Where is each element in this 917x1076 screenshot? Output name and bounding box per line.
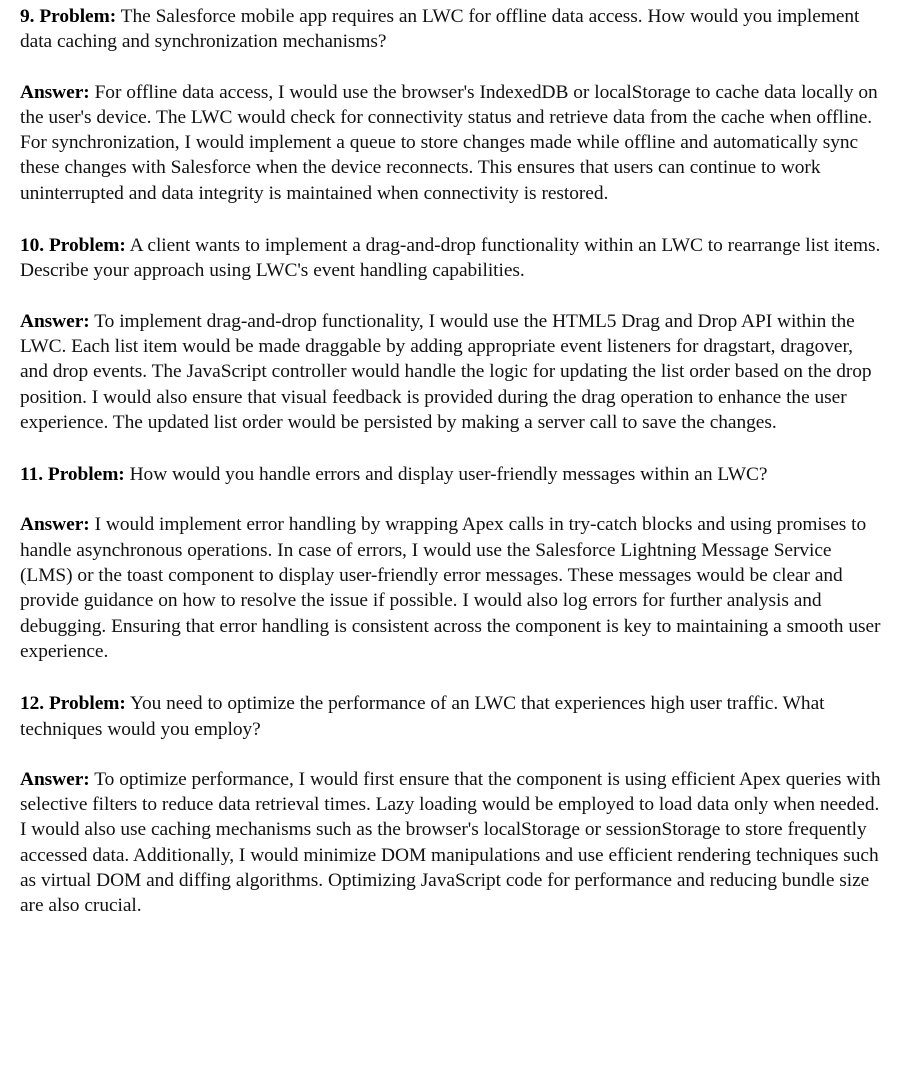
question-label: 9. Problem:	[20, 6, 117, 27]
answer-paragraph	[20, 767, 884, 919]
question-text: A client wants to implement a drag-and-drop functionality within an LWC to rearrange list items. Describe your approach using LWC's event handling capabilities.	[20, 235, 881, 282]
answer-paragraph	[20, 80, 884, 206]
question-paragraph	[20, 691, 884, 742]
qa-block-q12	[20, 691, 884, 918]
question-paragraph	[20, 4, 884, 55]
question-paragraph	[20, 462, 884, 487]
question-label: 10. Problem:	[20, 235, 126, 257]
question-text: You need to optimize the performance of an LWC that experiences high user traffic. What techniques would you employ?	[20, 693, 825, 740]
answer-paragraph	[20, 512, 884, 664]
qa-block-q10	[20, 233, 884, 435]
question-label: 12. Problem:	[20, 693, 126, 715]
question-text: The Salesforce mobile app requires an LWC for offline data access. How would you implement data caching and synchronization mechanisms?	[20, 6, 860, 53]
question-text: How would you handle errors and display user-friendly messages within an LWC?	[124, 464, 768, 486]
answer-label: Answer:	[20, 81, 90, 103]
answer-paragraph	[20, 309, 884, 435]
qa-block-q11	[20, 462, 884, 664]
answer-label: Answer:	[20, 768, 90, 790]
answer-label: Answer:	[20, 310, 90, 332]
question-paragraph	[20, 233, 884, 284]
qa-block-q9	[20, 4, 884, 206]
answer-text: To implement drag-and-drop functionality, I would use the HTML5 Drag and Drop API within the LWC. Each list item would be made draggable by adding appropriate event listeners for dragstart, dragover, and drop events. The JavaScript controller would handle the logic for updating the list order based on the drop position. I would also ensure that visual feedback is provided during the drag operation to enhance the user experience. The updated list order would be persisted by making a server call to save the changes.	[20, 310, 872, 433]
answer-text: To optimize performance, I would first ensure that the component is using efficient Apex queries with selective filters to reduce data retrieval times. Lazy loading would be employed to load data only when needed. I would also use caching mechanisms such as the browser's localStorage or sessionStorage to store frequently accessed data. Additionally, I would minimize DOM manipulations and use efficient rendering techniques such as virtual DOM and diffing algorithms. Optimizing JavaScript code for performance and reducing bundle size are also crucial.	[20, 768, 881, 917]
answer-label: Answer:	[20, 514, 90, 536]
answer-text: I would implement error handling by wrapping Apex calls in try-catch blocks and using promises to handle asynchronous operations. In case of errors, I would use the Salesforce Lightning Message Service (LMS) or the toast component to display user-friendly error messages. These messages would be clear and provide guidance on how to resolve the issue if possible. I would also log errors for further analysis and debugging. Ensuring that error handling is consistent across the component is key to maintaining a smooth user experience.	[20, 514, 881, 662]
question-label: 11. Problem:	[20, 464, 125, 486]
answer-text: For offline data access, I would use the browser's IndexedDB or localStorage to cache data locally on the user's device. The LWC would check for connectivity status and retrieve data from the cache when offline. For synchronization, I would implement a queue to store changes made while offline and automatically sync these changes with Salesforce when the device reconnects. This ensures that users can continue to work uninterrupted and data integrity is maintained when connectivity is restored.	[20, 81, 878, 204]
